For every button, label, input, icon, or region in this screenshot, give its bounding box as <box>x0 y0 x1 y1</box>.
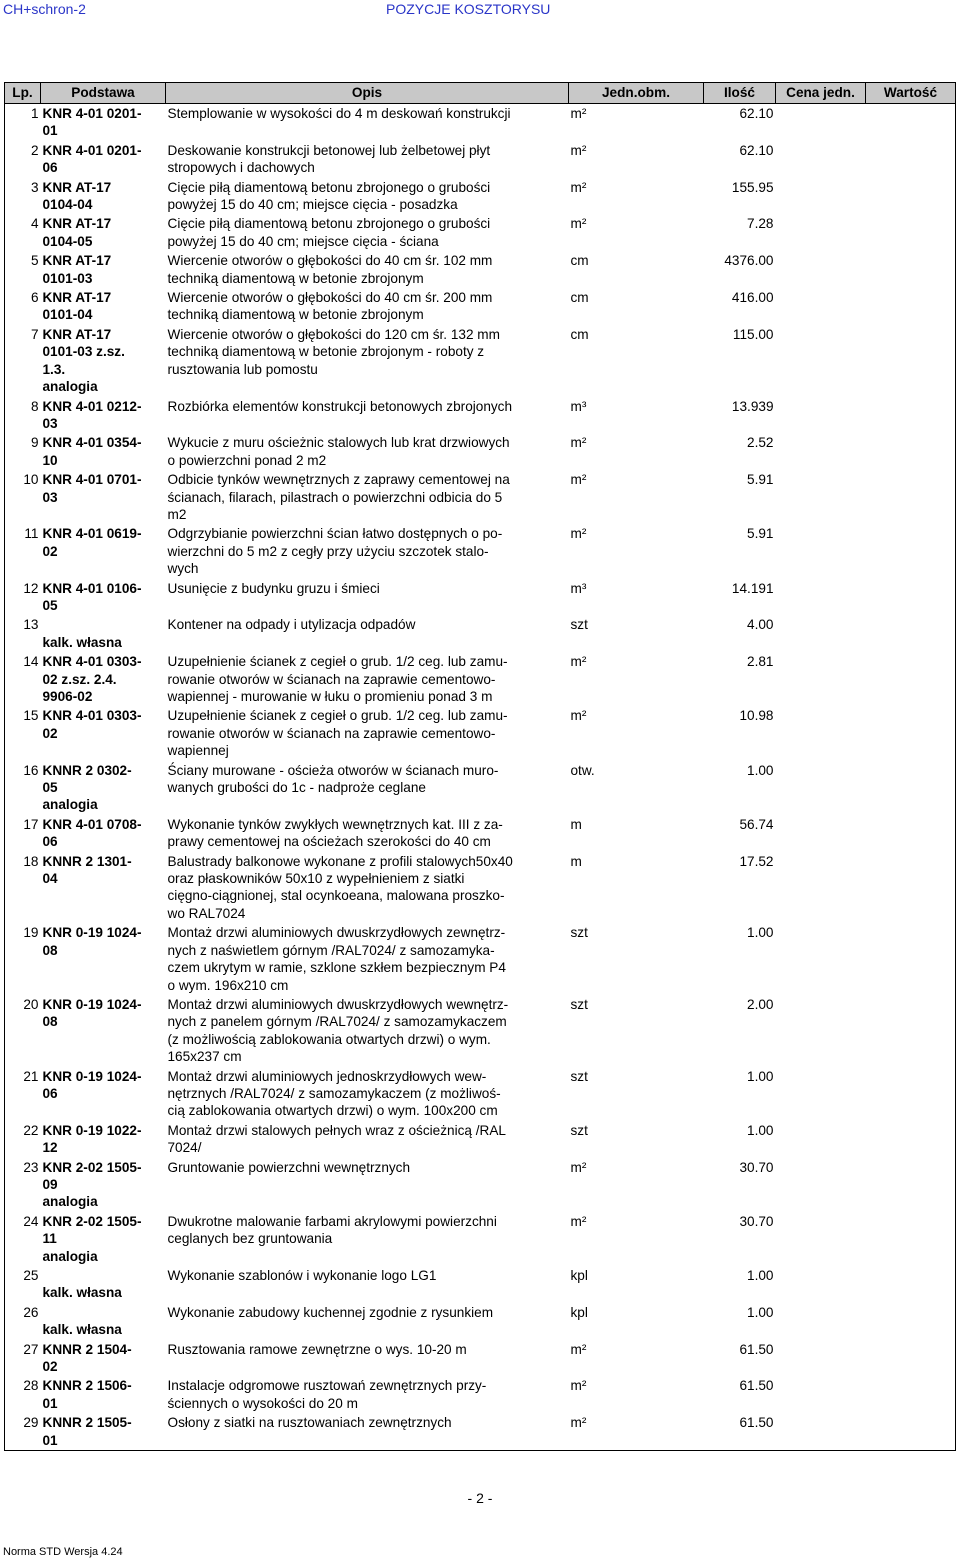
column-header-unit-price: Cena jedn. <box>776 83 866 104</box>
row-number: 22 <box>5 1121 41 1158</box>
table-row <box>5 104 956 141</box>
row-basis: KNR AT-17 0104-05 <box>42 216 112 249</box>
row-value <box>866 214 956 251</box>
row-quantity: 1.00 <box>747 762 774 778</box>
row-unit: szt <box>570 1122 588 1138</box>
row-unit: szt <box>570 925 588 941</box>
row-description: Cięcie piłą diamentową betonu zbrojonego o grubości powyżej 15 do 40 cm; miejsce cięcia - posadzka <box>167 179 491 213</box>
row-quantity: 17.52 <box>739 853 774 869</box>
table-row <box>5 1376 956 1413</box>
row-description: Rusztowania ramowe zewnętrzne o wys. 10-20 m <box>167 1341 467 1357</box>
row-basis: KNR 4-01 0201- 01 <box>42 106 142 139</box>
row-basis: KNNR 2 1301- 04 <box>42 853 132 887</box>
row-value <box>866 1158 956 1212</box>
table-row <box>5 761 956 815</box>
row-basis: KNR 4-01 0354- 10 <box>42 435 142 468</box>
row-number: 12 <box>5 579 41 616</box>
row-unit: cm <box>570 290 589 306</box>
row-description: Stemplowanie w wysokości do 4 m deskowań konstrukcji <box>167 106 511 121</box>
table-row <box>5 852 956 924</box>
row-unit-price <box>776 104 866 141</box>
row-description: Odgrzybianie powierzchni ścian łatwo dostępnych o po- wierzchni do 5 m2 z cegły przy użyciu szczotek stalo- wych <box>167 526 503 577</box>
row-unit-price <box>776 1212 866 1266</box>
row-unit-price <box>776 615 866 652</box>
row-quantity: 10.98 <box>739 708 774 724</box>
table-row <box>5 1413 956 1450</box>
row-basis: KNR 4-01 0303- 02 <box>42 708 142 741</box>
row-quantity: 1.00 <box>747 1304 774 1320</box>
table-row <box>5 995 956 1067</box>
row-unit-price <box>776 1413 866 1450</box>
row-value <box>866 251 956 288</box>
row-quantity: 1.00 <box>747 1068 774 1084</box>
row-unit-price <box>776 852 866 924</box>
row-description: Ściany murowane - ościeża otworów w ścianach muro- wanych grubości do 1c - nadproże ceglane <box>167 762 499 796</box>
row-unit: szt <box>570 996 588 1012</box>
row-unit-price <box>776 288 866 325</box>
row-unit-price <box>776 251 866 288</box>
row-number: 27 <box>5 1340 41 1377</box>
row-number: 28 <box>5 1376 41 1413</box>
row-number: 9 <box>5 433 41 470</box>
header-section-title: POZYCJE KOSZTORYSU <box>386 1 551 17</box>
table-row <box>5 1158 956 1212</box>
row-description: Wykonanie szablonów i wykonanie logo LG1 <box>167 1268 437 1283</box>
row-value <box>866 1067 956 1121</box>
row-quantity: 2.00 <box>747 996 774 1012</box>
row-quantity: 155.95 <box>731 179 774 195</box>
row-unit: m² <box>570 526 587 542</box>
row-number: 2 <box>5 141 41 178</box>
row-number: 4 <box>5 214 41 251</box>
row-unit: m² <box>570 472 587 488</box>
row-number: 8 <box>5 397 41 434</box>
row-value <box>866 615 956 652</box>
page-number: - 2 - <box>467 1490 493 1506</box>
table-row <box>5 288 956 325</box>
row-value <box>866 104 956 141</box>
row-unit: m² <box>570 106 587 121</box>
row-number: 16 <box>5 761 41 815</box>
row-description: Montaż drzwi stalowych pełnych wraz z ościeżnicą /RAL 7024/ <box>167 1122 506 1156</box>
row-quantity: 61.50 <box>739 1378 774 1394</box>
row-unit: m² <box>570 216 587 232</box>
row-basis: KNNR 2 1504- 02 <box>42 1341 132 1375</box>
row-value <box>866 579 956 616</box>
table-row <box>5 923 956 995</box>
row-value <box>866 141 956 178</box>
row-number: 11 <box>5 524 41 578</box>
column-header-quantity: Ilość <box>704 83 776 104</box>
page-header <box>0 0 960 22</box>
row-value <box>866 433 956 470</box>
table-row <box>5 1340 956 1377</box>
column-header-value: Wartość <box>866 83 956 104</box>
table-row <box>5 652 956 706</box>
row-value <box>866 652 956 706</box>
row-number: 29 <box>5 1413 41 1450</box>
row-basis: KNR 4-01 0619- 02 <box>42 526 142 559</box>
row-unit: m² <box>570 654 587 670</box>
row-description: Uzupełnienie ścianek z cegieł o grub. 1/2 ceg. lub zamu- rowanie otworów w ścianach na zaprawie cementowo- wapiennej - murowanie w łuku o promieniu ponad 3 m <box>167 654 508 704</box>
table-header-row <box>5 83 956 104</box>
row-description: Wiercenie otworów o głębokości do 40 cm śr. 200 mm techniką diamentową w betonie zbrojonym <box>167 290 493 323</box>
row-basis: kalk. własna <box>42 634 122 650</box>
row-unit-price <box>776 214 866 251</box>
row-unit-price <box>776 524 866 578</box>
row-description: Instalacje odgromowe rusztowań zewnętrznych przy- ściennych o wysokości do 20 m <box>167 1378 487 1411</box>
row-quantity: 4376.00 <box>724 253 774 269</box>
row-quantity: 5.91 <box>747 526 774 542</box>
row-unit: cm <box>570 326 589 342</box>
row-basis: KNR 2-02 1505- 11 analogia <box>42 1213 142 1264</box>
row-basis: KNR 4-01 0212- 03 <box>42 398 142 431</box>
row-value <box>866 761 956 815</box>
row-description: Montaż drzwi aluminiowych dwuskrzydłowych zewnętrz- nych z naświetlem górnym /RAL7024/ z samozamyka- czem ukrytym w ramie, szklone szkłem bezpiecznym P4 o wym. 196x210 cm <box>167 925 506 993</box>
row-number: 1 <box>5 104 41 141</box>
row-unit: m² <box>570 179 587 195</box>
row-unit-price <box>776 1376 866 1413</box>
row-number: 18 <box>5 852 41 924</box>
table-row <box>5 615 956 652</box>
row-description: Wiercenie otworów o głębokości do 40 cm śr. 102 mm techniką diamentową w betonie zbrojonym <box>167 253 493 286</box>
row-unit: m² <box>569 1413 704 1450</box>
row-basis: KNR 0-19 1024- 08 <box>42 996 142 1030</box>
table-row <box>5 1212 956 1266</box>
row-description: Wykonanie tynków zwykłych wewnętrznych kat. III z za- prawy cementowej na ościeżach szerokości do 40 cm <box>167 816 503 850</box>
row-quantity: 416.00 <box>731 290 774 306</box>
row-quantity: 4.00 <box>747 617 774 633</box>
row-unit: m² <box>570 435 587 451</box>
column-header-unit: Jedn.obm. <box>569 83 704 104</box>
row-number: 24 <box>5 1212 41 1266</box>
row-value <box>866 923 956 995</box>
row-value <box>866 1303 956 1340</box>
row-description: Rozbiórka elementów konstrukcji betonowych zbrojonych <box>167 398 513 414</box>
row-unit-price <box>776 995 866 1067</box>
row-quantity: 7.28 <box>747 216 774 232</box>
table-row <box>5 325 956 397</box>
row-number: 14 <box>5 652 41 706</box>
row-basis: KNR AT-17 0101-03 z.sz. 1.3. analogia <box>42 326 125 395</box>
row-unit: m <box>570 853 582 869</box>
row-value <box>866 1121 956 1158</box>
row-unit-price <box>776 1121 866 1158</box>
table-row <box>5 251 956 288</box>
row-quantity: 2.81 <box>747 654 774 670</box>
row-description: Gruntowanie powierzchni wewnętrznych <box>167 1159 411 1175</box>
table-row <box>5 178 956 215</box>
row-description: Wiercenie otworów o głębokości do 120 cm śr. 132 mm techniką diamentową w betonie zbrojonym - roboty z rusztowania lub pomostu <box>167 326 500 377</box>
row-value <box>866 706 956 760</box>
row-quantity: 62.10 <box>739 142 774 158</box>
row-basis: KNR 4-01 0701- 03 <box>42 472 142 505</box>
column-header-description: Opis <box>166 83 569 104</box>
software-version: Norma STD Wersja 4.24 <box>3 1546 123 1558</box>
row-description: Odbicie tynków wewnętrznych z zaprawy cementowej na ścianach, filarach, pilastrach o powierzchni odbicia do 5 m2 <box>167 472 510 522</box>
row-description: Montaż drzwi aluminiowych dwuskrzydłowych wewnętrz- nych z panelem górnym /RAL7024/ z samozamykaczem (z możliwością zablokowania otwartych drzwi) o wym. 165x237 cm <box>167 996 509 1065</box>
row-unit: m³ <box>570 398 587 414</box>
row-unit: m³ <box>570 580 587 596</box>
row-value <box>866 995 956 1067</box>
row-quantity: 61.50 <box>704 1413 776 1450</box>
table-row <box>5 1266 956 1303</box>
row-description: Cięcie piłą diamentową betonu zbrojonego o grubości powyżej 15 do 40 cm; miejsce cięcia - ściana <box>167 216 491 249</box>
row-value <box>866 1413 956 1450</box>
row-unit-price <box>776 1266 866 1303</box>
row-quantity: 2.52 <box>747 435 774 451</box>
row-unit: m² <box>570 1159 587 1175</box>
row-basis: KNR AT-17 0101-03 <box>42 253 112 286</box>
row-number: 19 <box>5 923 41 995</box>
row-number: 21 <box>5 1067 41 1121</box>
row-value <box>866 178 956 215</box>
row-unit-price <box>776 1067 866 1121</box>
row-unit-price <box>776 815 866 852</box>
table-row <box>5 815 956 852</box>
row-unit: m² <box>570 1378 587 1394</box>
row-quantity: 1.00 <box>747 925 774 941</box>
row-unit-price <box>776 1158 866 1212</box>
row-unit-price <box>776 433 866 470</box>
row-basis: KNR AT-17 0104-04 <box>42 179 112 213</box>
row-value <box>866 852 956 924</box>
row-unit-price <box>776 923 866 995</box>
row-unit: m² <box>570 1341 587 1357</box>
row-unit: otw. <box>570 762 595 778</box>
row-description: Dwukrotne malowanie farbami akrylowymi powierzchni ceglanych bez gruntowania <box>167 1213 497 1247</box>
table-row <box>5 470 956 524</box>
row-basis: kalk. własna <box>42 1322 122 1338</box>
row-quantity: 61.50 <box>739 1341 774 1357</box>
row-unit: szt <box>570 617 588 633</box>
column-header-basis: Podstawa <box>41 83 166 104</box>
row-quantity: 30.70 <box>739 1159 774 1175</box>
row-description: Wykucie z muru ościeżnic stalowych lub krat drzwiowych o powierzchni ponad 2 m2 <box>167 435 510 468</box>
table-row <box>5 1067 956 1121</box>
row-number: 10 <box>5 470 41 524</box>
table-row <box>5 397 956 434</box>
row-unit: m² <box>570 1213 587 1229</box>
row-basis: KNNR 2 1506- 01 <box>42 1378 132 1411</box>
row-number: 20 <box>5 995 41 1067</box>
row-unit-price <box>776 1340 866 1377</box>
row-unit: cm <box>570 253 589 269</box>
row-unit-price <box>776 652 866 706</box>
row-unit: m <box>570 816 582 832</box>
row-number: 7 <box>5 325 41 397</box>
row-value <box>866 1212 956 1266</box>
row-basis: KNNR 2 0302- 05 analogia <box>42 762 132 813</box>
row-number: 26 <box>5 1303 41 1340</box>
row-value <box>866 470 956 524</box>
row-value <box>866 1266 956 1303</box>
row-basis: kalk. własna <box>42 1285 122 1301</box>
row-description: Wykonanie zabudowy kuchennej zgodnie z rysunkiem <box>167 1304 494 1320</box>
column-header-lp: Lp. <box>5 83 41 104</box>
row-description: Montaż drzwi aluminiowych jednoskrzydłowych wew- nętrznych /RAL7024/ z samozamykaczem (z możliwoś- cią zablokowania otwartych drzwi) o wym. 100x200 cm <box>167 1068 501 1119</box>
row-basis: KNR 2-02 1505- 09 analogia <box>42 1159 142 1210</box>
row-number: 23 <box>5 1158 41 1212</box>
row-basis: KNR 0-19 1024- 08 <box>42 925 142 958</box>
row-basis: KNR 0-19 1022- 12 <box>42 1122 142 1156</box>
row-value <box>866 325 956 397</box>
row-description: Balustrady balkonowe wykonane z profili stalowych50x40 oraz płaskowników 50x10 z wypełnieniem z siatki cięgno-ciągnionej, stal ocynkoeana, malowana proszko- wo RAL7024 <box>167 853 513 921</box>
row-unit-price <box>776 1303 866 1340</box>
row-basis: KNR 4-01 0303- 02 z.sz. 2.4. 9906-02 <box>42 654 142 704</box>
row-value <box>866 1376 956 1413</box>
row-basis: KNR 0-19 1024- 06 <box>42 1068 142 1101</box>
row-number: 17 <box>5 815 41 852</box>
row-quantity: 30.70 <box>739 1213 774 1229</box>
table-row <box>5 524 956 578</box>
row-value <box>866 288 956 325</box>
row-quantity: 56.74 <box>739 816 774 832</box>
table-row <box>5 1121 956 1158</box>
row-basis: KNNR 2 1505- 01 <box>41 1413 166 1450</box>
row-unit: m² <box>570 142 587 158</box>
row-quantity: 62.10 <box>739 106 774 121</box>
row-number: 6 <box>5 288 41 325</box>
row-unit: kpl <box>570 1268 588 1283</box>
row-value <box>866 524 956 578</box>
row-unit-price <box>776 178 866 215</box>
table-row <box>5 1303 956 1340</box>
row-value <box>866 1340 956 1377</box>
row-basis: KNR AT-17 0101-04 <box>42 290 112 323</box>
row-description: Kontener na odpady i utylizacja odpadów <box>167 617 416 633</box>
row-basis: KNR 4-01 0106- 05 <box>42 580 142 613</box>
row-unit-price <box>776 141 866 178</box>
row-number: 3 <box>5 178 41 215</box>
row-value <box>866 815 956 852</box>
table-row <box>5 706 956 760</box>
row-description: Uzupełnienie ścianek z cegieł o grub. 1/2 ceg. lub zamu- rowanie otworów w ścianach na zaprawie cementowo- wapiennej <box>167 708 508 759</box>
row-unit-price <box>776 397 866 434</box>
row-unit: m² <box>570 708 587 724</box>
row-unit-price <box>776 325 866 397</box>
row-number: 13 <box>5 615 41 652</box>
row-quantity: 13.939 <box>731 398 774 414</box>
row-unit: kpl <box>570 1304 588 1320</box>
row-basis: KNR 4-01 0201- 06 <box>42 142 142 176</box>
row-unit-price <box>776 761 866 815</box>
row-description: Deskowanie konstrukcji betonowej lub żelbetowej płyt stropowych i dachowych <box>167 142 491 176</box>
row-description: Usunięcie z budynku gruzu i śmieci <box>167 580 380 596</box>
table-row <box>5 579 956 616</box>
row-unit: szt <box>570 1068 588 1084</box>
cost-items-table <box>4 82 956 1451</box>
row-quantity: 5.91 <box>747 472 774 488</box>
header-project-name: CH+schron-2 <box>3 1 86 17</box>
row-quantity: 1.00 <box>747 1122 774 1138</box>
row-value <box>866 397 956 434</box>
row-number: 15 <box>5 706 41 760</box>
row-number: 25 <box>5 1266 41 1303</box>
row-description: Osłony z siatki na rusztowaniach zewnętrznych <box>166 1413 569 1450</box>
row-quantity: 1.00 <box>747 1268 774 1283</box>
table-row <box>5 214 956 251</box>
row-unit-price <box>776 470 866 524</box>
table-row <box>5 141 956 178</box>
row-unit-price <box>776 579 866 616</box>
row-unit-price <box>776 706 866 760</box>
row-basis: KNR 4-01 0708- 06 <box>42 816 142 850</box>
row-quantity: 115.00 <box>732 326 774 342</box>
table-row <box>5 433 956 470</box>
row-number: 5 <box>5 251 41 288</box>
row-quantity: 14.191 <box>731 580 774 596</box>
